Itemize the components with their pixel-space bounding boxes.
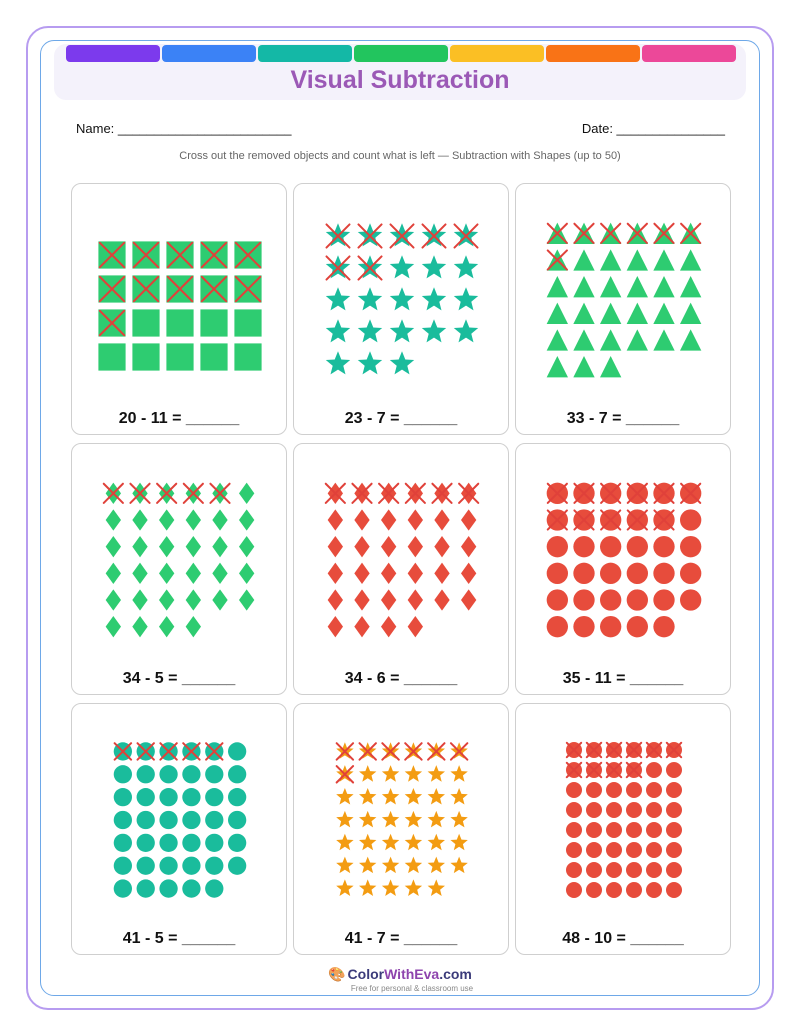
circle-shape	[646, 842, 662, 858]
diamond-shape	[132, 536, 147, 557]
star-shape	[450, 857, 467, 874]
diamond-shape	[239, 589, 254, 610]
circle-shape	[573, 589, 594, 610]
star-shape	[382, 857, 399, 874]
triangle-shape	[627, 249, 648, 270]
diamond-shape	[381, 563, 396, 584]
brand-color: Color	[347, 966, 385, 982]
circle-shape	[573, 563, 594, 584]
circle-shape	[626, 822, 642, 838]
diamond-shape	[328, 563, 343, 584]
circle-shape	[600, 616, 621, 637]
triangle-shape	[573, 276, 594, 297]
circle-shape	[626, 862, 642, 878]
diamond-shape	[354, 563, 369, 584]
shape-area	[294, 184, 510, 436]
circle-shape	[666, 862, 682, 878]
circle-shape	[653, 589, 674, 610]
circle-shape	[646, 782, 662, 798]
circle-shape	[666, 842, 682, 858]
star-shape	[359, 834, 376, 851]
circle-shape	[547, 536, 568, 557]
circle-shape	[627, 536, 648, 557]
problem-equation: 34 - 5 = ______	[122, 670, 236, 687]
circle-shape	[666, 762, 682, 778]
triangle-shape	[573, 356, 594, 377]
name-field: Name: ________________________	[76, 121, 292, 136]
shape-area	[294, 444, 510, 696]
circle-shape	[205, 834, 223, 852]
star-shape	[422, 255, 446, 278]
triangle-shape	[680, 249, 701, 270]
triangle-shape	[547, 356, 568, 377]
circle-shape	[586, 822, 602, 838]
triangle-shape	[680, 276, 701, 297]
circle-shape	[159, 765, 177, 783]
problem-equation: 41 - 5 = ______	[122, 930, 236, 947]
circle-shape	[627, 616, 648, 637]
diamond-shape	[132, 509, 147, 530]
shape-area	[294, 704, 510, 956]
star-shape	[422, 319, 446, 342]
triangle-shape	[573, 329, 594, 350]
star-shape	[405, 788, 422, 805]
footer-brand	[0, 966, 800, 984]
triangle-shape	[680, 303, 701, 324]
circle-shape	[137, 788, 155, 806]
star-shape	[358, 351, 382, 374]
diamond-shape	[159, 563, 174, 584]
circle-shape	[646, 862, 662, 878]
circle-shape	[114, 765, 132, 783]
circle-shape	[159, 857, 177, 875]
circle-shape	[137, 834, 155, 852]
shape-area	[516, 184, 732, 436]
triangle-shape	[653, 329, 674, 350]
star-shape	[454, 319, 478, 342]
diamond-shape	[106, 589, 121, 610]
date-field: Date: _______________	[581, 121, 725, 136]
diamond-shape	[381, 536, 396, 557]
circle-shape	[182, 834, 200, 852]
diamond-shape	[354, 536, 369, 557]
circle-shape	[680, 589, 701, 610]
star-shape	[382, 834, 399, 851]
instructions: Cross out the removed objects and count what is left — Subtraction with Shapes (up to 50)	[179, 150, 621, 162]
footer-tagline: Free for personal & classroom use	[350, 984, 474, 993]
star-shape	[450, 834, 467, 851]
diamond-shape	[186, 616, 201, 637]
diamond-shape	[461, 589, 476, 610]
circle-shape	[680, 563, 701, 584]
star-shape	[326, 351, 350, 374]
circle-shape	[205, 857, 223, 875]
rainbow-segment	[66, 45, 160, 62]
circle-shape	[566, 862, 582, 878]
diamond-shape	[328, 509, 343, 530]
star-shape	[405, 879, 422, 896]
diamond-shape	[461, 563, 476, 584]
rainbow-bar	[66, 45, 736, 62]
circle-shape	[653, 616, 674, 637]
diamond-shape	[212, 536, 227, 557]
triangle-shape	[600, 276, 621, 297]
problem-card	[71, 703, 287, 955]
circle-shape	[606, 882, 622, 898]
square-shape	[132, 309, 159, 336]
star-shape	[359, 765, 376, 782]
triangle-shape	[573, 249, 594, 270]
circle-shape	[646, 762, 662, 778]
diamond-shape	[239, 536, 254, 557]
circle-shape	[666, 802, 682, 818]
diamond-shape	[408, 616, 423, 637]
diamond-shape	[106, 563, 121, 584]
circle-shape	[228, 834, 246, 852]
circle-shape	[680, 536, 701, 557]
circle-shape	[573, 616, 594, 637]
circle-shape	[566, 802, 582, 818]
palette-icon: 🎨	[328, 966, 346, 982]
diamond-shape	[328, 536, 343, 557]
star-shape	[336, 811, 353, 828]
square-shape	[200, 343, 227, 370]
circle-shape	[586, 842, 602, 858]
rainbow-segment	[450, 45, 544, 62]
diamond-shape	[159, 509, 174, 530]
circle-shape	[547, 589, 568, 610]
circle-shape	[228, 742, 246, 760]
circle-shape	[228, 765, 246, 783]
brand-com: .com	[439, 966, 472, 982]
circle-shape	[159, 879, 177, 897]
diamond-shape	[186, 536, 201, 557]
circle-shape	[228, 788, 246, 806]
circle-shape	[627, 563, 648, 584]
diamond-shape	[212, 509, 227, 530]
circle-shape	[566, 822, 582, 838]
square-shape	[98, 343, 125, 370]
circle-shape	[627, 589, 648, 610]
problem-equation: 20 - 11 = ______	[118, 410, 240, 427]
diamond-shape	[106, 509, 121, 530]
circle-shape	[600, 563, 621, 584]
shape-area	[72, 184, 288, 436]
circle-shape	[626, 782, 642, 798]
circle-shape	[547, 563, 568, 584]
problem-equation: 48 - 10 = ______	[562, 930, 684, 947]
diamond-shape	[408, 536, 423, 557]
circle-shape	[205, 788, 223, 806]
star-shape	[405, 811, 422, 828]
diamond-shape	[354, 616, 369, 637]
circle-shape	[137, 857, 155, 875]
star-shape	[405, 857, 422, 874]
diamond-shape	[434, 563, 449, 584]
circle-shape	[606, 802, 622, 818]
square-shape	[234, 309, 261, 336]
diamond-shape	[354, 509, 369, 530]
circle-shape	[586, 802, 602, 818]
star-shape	[390, 319, 414, 342]
star-shape	[428, 879, 445, 896]
star-shape	[359, 879, 376, 896]
problem-equation: 41 - 7 = ______	[344, 930, 458, 947]
star-shape	[428, 788, 445, 805]
star-shape	[450, 788, 467, 805]
circle-shape	[182, 879, 200, 897]
page-title: Visual Subtraction	[290, 66, 510, 94]
diamond-shape	[408, 589, 423, 610]
triangle-shape	[627, 303, 648, 324]
star-shape	[336, 834, 353, 851]
circle-shape	[205, 765, 223, 783]
problem-equation: 34 - 6 = ______	[344, 670, 458, 687]
star-shape	[422, 287, 446, 310]
star-shape	[359, 857, 376, 874]
circle-shape	[566, 842, 582, 858]
diamond-shape	[212, 589, 227, 610]
triangle-shape	[680, 329, 701, 350]
star-shape	[382, 811, 399, 828]
circle-shape	[566, 782, 582, 798]
circle-shape	[182, 811, 200, 829]
circle-shape	[137, 811, 155, 829]
problem-card	[71, 183, 287, 435]
star-shape	[358, 287, 382, 310]
shape-area	[516, 444, 732, 696]
star-shape	[382, 765, 399, 782]
star-shape	[428, 765, 445, 782]
circle-shape	[205, 811, 223, 829]
circle-shape	[159, 834, 177, 852]
triangle-shape	[547, 303, 568, 324]
star-shape	[358, 319, 382, 342]
rainbow-segment	[162, 45, 256, 62]
star-shape	[326, 287, 350, 310]
circle-shape	[114, 811, 132, 829]
diamond-shape	[434, 509, 449, 530]
problem-equation: 35 - 11 = ______	[562, 670, 684, 687]
diamond-shape	[381, 509, 396, 530]
circle-shape	[566, 882, 582, 898]
circle-shape	[586, 862, 602, 878]
triangle-shape	[653, 249, 674, 270]
problem-card	[293, 703, 509, 955]
circle-shape	[228, 811, 246, 829]
circle-shape	[626, 882, 642, 898]
star-shape	[336, 857, 353, 874]
problem-card	[515, 183, 731, 435]
problem-card	[71, 443, 287, 695]
circle-shape	[606, 862, 622, 878]
triangle-shape	[627, 276, 648, 297]
square-shape	[132, 343, 159, 370]
star-shape	[390, 351, 414, 374]
circle-shape	[137, 765, 155, 783]
problem-card	[293, 443, 509, 695]
diamond-shape	[186, 589, 201, 610]
circle-shape	[205, 879, 223, 897]
problem-card	[293, 183, 509, 435]
circle-shape	[182, 765, 200, 783]
diamond-shape	[159, 616, 174, 637]
triangle-shape	[600, 329, 621, 350]
diamond-shape	[239, 509, 254, 530]
star-shape	[428, 811, 445, 828]
star-shape	[326, 319, 350, 342]
triangle-shape	[653, 303, 674, 324]
diamond-shape	[186, 509, 201, 530]
circle-shape	[547, 616, 568, 637]
problem-equation: 23 - 7 = ______	[344, 410, 458, 427]
square-shape	[166, 309, 193, 336]
brand-witheva: WithEva	[384, 966, 440, 982]
diamond-shape	[408, 563, 423, 584]
diamond-shape	[461, 536, 476, 557]
circle-shape	[159, 788, 177, 806]
circle-shape	[114, 834, 132, 852]
diamond-shape	[212, 563, 227, 584]
diamond-shape	[239, 483, 254, 504]
star-shape	[450, 765, 467, 782]
triangle-shape	[600, 356, 621, 377]
shape-area	[516, 704, 732, 956]
diamond-shape	[381, 589, 396, 610]
rainbow-segment	[354, 45, 448, 62]
problem-card	[515, 443, 731, 695]
diamond-shape	[239, 563, 254, 584]
shape-area	[72, 704, 288, 956]
circle-shape	[600, 536, 621, 557]
diamond-shape	[132, 563, 147, 584]
circle-shape	[600, 589, 621, 610]
star-shape	[390, 255, 414, 278]
circle-shape	[586, 782, 602, 798]
circle-shape	[586, 882, 602, 898]
star-shape	[405, 834, 422, 851]
diamond-shape	[106, 536, 121, 557]
star-shape	[428, 857, 445, 874]
triangle-shape	[600, 303, 621, 324]
diamond-shape	[354, 589, 369, 610]
star-shape	[336, 788, 353, 805]
circle-shape	[606, 782, 622, 798]
diamond-shape	[434, 589, 449, 610]
square-shape	[234, 343, 261, 370]
circle-shape	[666, 822, 682, 838]
diamond-shape	[186, 563, 201, 584]
circle-shape	[114, 857, 132, 875]
star-shape	[382, 879, 399, 896]
circle-shape	[626, 842, 642, 858]
circle-shape	[182, 788, 200, 806]
circle-shape	[666, 882, 682, 898]
circle-shape	[653, 536, 674, 557]
triangle-shape	[573, 303, 594, 324]
triangle-shape	[627, 329, 648, 350]
star-shape	[390, 287, 414, 310]
diamond-shape	[159, 536, 174, 557]
circle-shape	[653, 563, 674, 584]
circle-shape	[159, 811, 177, 829]
diamond-shape	[381, 616, 396, 637]
star-shape	[336, 879, 353, 896]
star-shape	[428, 834, 445, 851]
diamond-shape	[159, 589, 174, 610]
circle-shape	[646, 822, 662, 838]
circle-shape	[573, 536, 594, 557]
triangle-shape	[547, 329, 568, 350]
star-shape	[359, 811, 376, 828]
rainbow-segment	[258, 45, 352, 62]
circle-shape	[606, 822, 622, 838]
shape-area	[72, 444, 288, 696]
diamond-shape	[328, 589, 343, 610]
star-shape	[405, 765, 422, 782]
circle-shape	[114, 788, 132, 806]
diamond-shape	[461, 509, 476, 530]
star-shape	[382, 788, 399, 805]
star-shape	[450, 811, 467, 828]
triangle-shape	[600, 249, 621, 270]
diamond-shape	[328, 616, 343, 637]
star-shape	[454, 287, 478, 310]
problem-equation: 33 - 7 = ______	[566, 410, 680, 427]
triangle-shape	[547, 276, 568, 297]
circle-shape	[646, 882, 662, 898]
diamond-shape	[408, 509, 423, 530]
diamond-shape	[132, 616, 147, 637]
diamond-shape	[132, 589, 147, 610]
circle-shape	[228, 857, 246, 875]
circle-shape	[182, 857, 200, 875]
circle-shape	[666, 782, 682, 798]
rainbow-segment	[642, 45, 736, 62]
circle-shape	[137, 879, 155, 897]
square-shape	[166, 343, 193, 370]
rainbow-segment	[546, 45, 640, 62]
diamond-shape	[434, 536, 449, 557]
circle-shape	[646, 802, 662, 818]
circle-shape	[114, 879, 132, 897]
triangle-shape	[653, 276, 674, 297]
circle-shape	[626, 802, 642, 818]
star-shape	[359, 788, 376, 805]
star-shape	[454, 255, 478, 278]
problem-card	[515, 703, 731, 955]
diamond-shape	[106, 616, 121, 637]
square-shape	[200, 309, 227, 336]
circle-shape	[606, 842, 622, 858]
circle-shape	[680, 509, 701, 530]
